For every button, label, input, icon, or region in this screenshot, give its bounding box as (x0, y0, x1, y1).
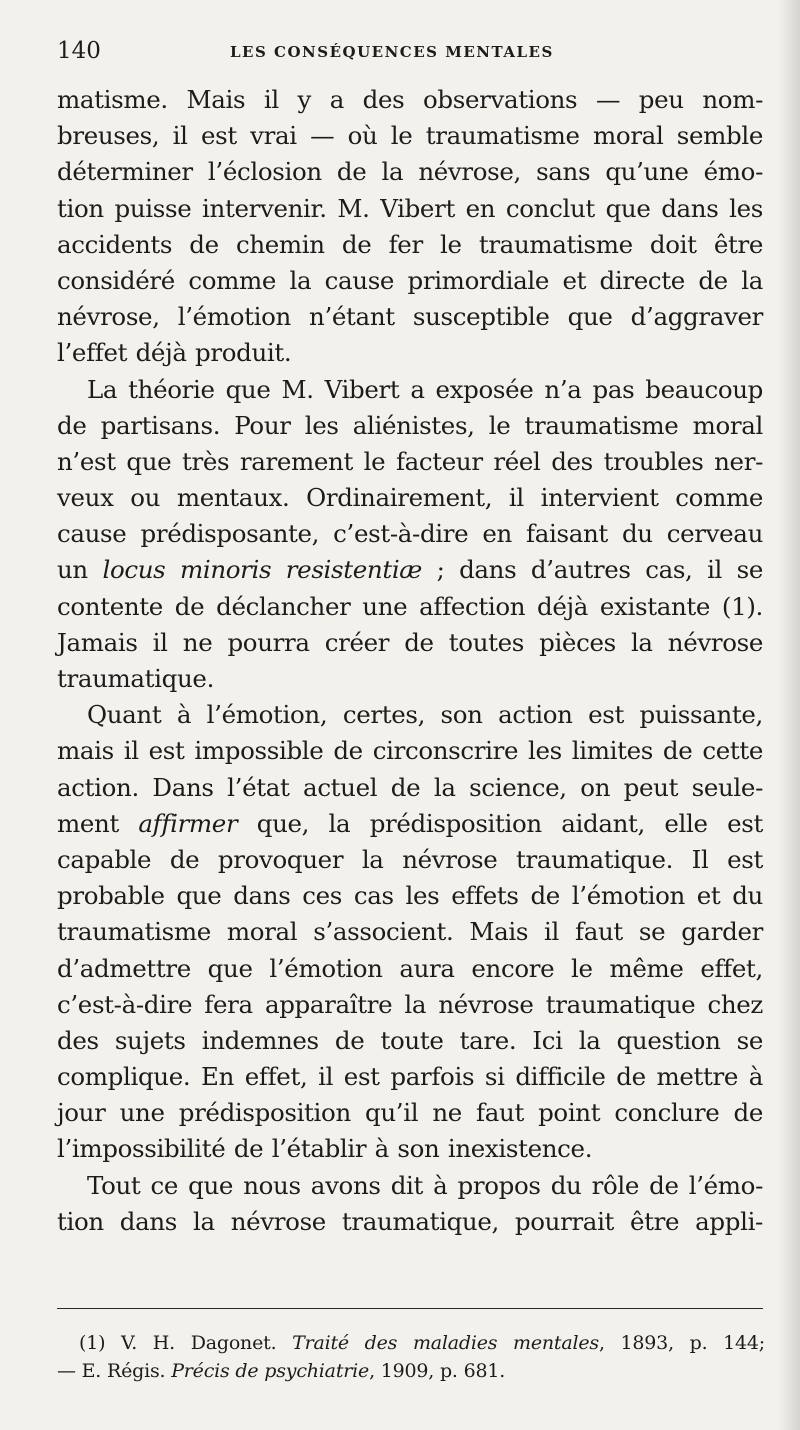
text-line: Quant à l’émotion, certes, son action est puissante, (87, 700, 763, 730)
footnote-line (57, 1357, 765, 1385)
text-line: n’est que très rarement le facteur réel des troubles ner- (57, 446, 763, 476)
page-edge-shadow (778, 0, 800, 1430)
text-line: considéré comme la cause primordiale et directe de la (57, 265, 763, 295)
book-title: Précis de psychiatrie (171, 1360, 370, 1382)
text-line: jour une prédisposition qu’il ne faut point conclure de (57, 1098, 763, 1128)
text-line: l’effet déjà produit. (57, 338, 292, 368)
body-text (57, 82, 763, 1240)
text-line: La théorie que M. Vibert a exposée n’a pas beaucoup (87, 374, 763, 404)
text-line: des sujets indemnes de toute tare. Ici la question se (57, 1025, 763, 1055)
text-line: tion puisse intervenir. M. Vibert en conclut que dans les (57, 193, 763, 223)
text-line: Jamais il ne pourra créer de toutes pièces la névrose (57, 627, 763, 657)
italic-phrase: affirmer (138, 808, 238, 838)
text-line: Tout ce que nous avons dit à propos du rôle de l’émo- (87, 1170, 763, 1200)
footnotes (57, 1329, 765, 1385)
text-line: d’admettre que l’émotion aura encore le même effet, (57, 953, 763, 983)
text-line: capable de provoquer la névrose traumatique. Il est (57, 844, 763, 874)
text-line: contente de déclancher une affection déjà existante (1). (57, 591, 763, 621)
text-run: que, la prédisposition aidant, elle est (237, 808, 763, 838)
book-title: Traité des maladies mentales (292, 1332, 599, 1354)
text-run: un (57, 555, 103, 585)
text-line: mais il est impossible de circonscrire les limites de cette (57, 736, 763, 766)
running-title: LES CONSÉQUENCES MENTALES (230, 43, 554, 61)
page-header (57, 38, 757, 68)
text-line: matisme. Mais il y a des observations — peu nom- (57, 85, 763, 114)
text-run: ; dans d’autres cas, il se (422, 555, 764, 585)
text-line (57, 552, 763, 588)
page-number: 140 (57, 38, 101, 64)
text-line: probable que dans ces cas les effets de l’émotion et du (57, 881, 763, 911)
footnote-line (57, 1329, 765, 1357)
text-line: veux ou mentaux. Ordinairement, il intervient comme (57, 483, 763, 513)
text-line: tion dans la névrose traumatique, pourrait être appli- (57, 1206, 763, 1236)
text-run: , 1893, p. 144; (598, 1332, 765, 1354)
text-line: cause prédisposante, c’est-à-dire en faisant du cerveau (57, 519, 763, 549)
text-line: accidents de chemin de fer le traumatisme doit être (57, 229, 763, 259)
text-line: traumatisme moral s’associent. Mais il faut se garder (57, 917, 763, 947)
text-run: ment (57, 808, 139, 838)
text-line: l’impossibilité de l’établir à son inexistence. (57, 1134, 593, 1164)
italic-phrase: locus minoris resistentiæ (102, 555, 422, 585)
text-line: névrose, l’émotion n’étant susceptible que d’aggraver (57, 302, 763, 332)
text-line: déterminer l’éclosion de la névrose, sans qu’une émo- (57, 157, 763, 187)
text-line (57, 806, 763, 842)
text-line: action. Dans l’état actuel de la science, on peut seule- (57, 772, 763, 802)
text-line: traumatique. (57, 664, 215, 693)
text-line: c’est-à-dire fera apparaître la névrose traumatique chez (57, 989, 763, 1019)
text-run: (1) V. H. Dagonet. (79, 1332, 293, 1354)
footnote-rule (57, 1308, 763, 1309)
text-run: , 1909, p. 681. (369, 1360, 506, 1382)
text-line: complique. En effet, il est parfois si difficile de mettre à (57, 1062, 763, 1092)
text-line: breuses, il est vrai — où le traumatisme moral semble (57, 121, 763, 151)
text-run: — E. Régis. (57, 1360, 172, 1382)
text-line: de partisans. Pour les aliénistes, le traumatisme moral (57, 410, 763, 440)
